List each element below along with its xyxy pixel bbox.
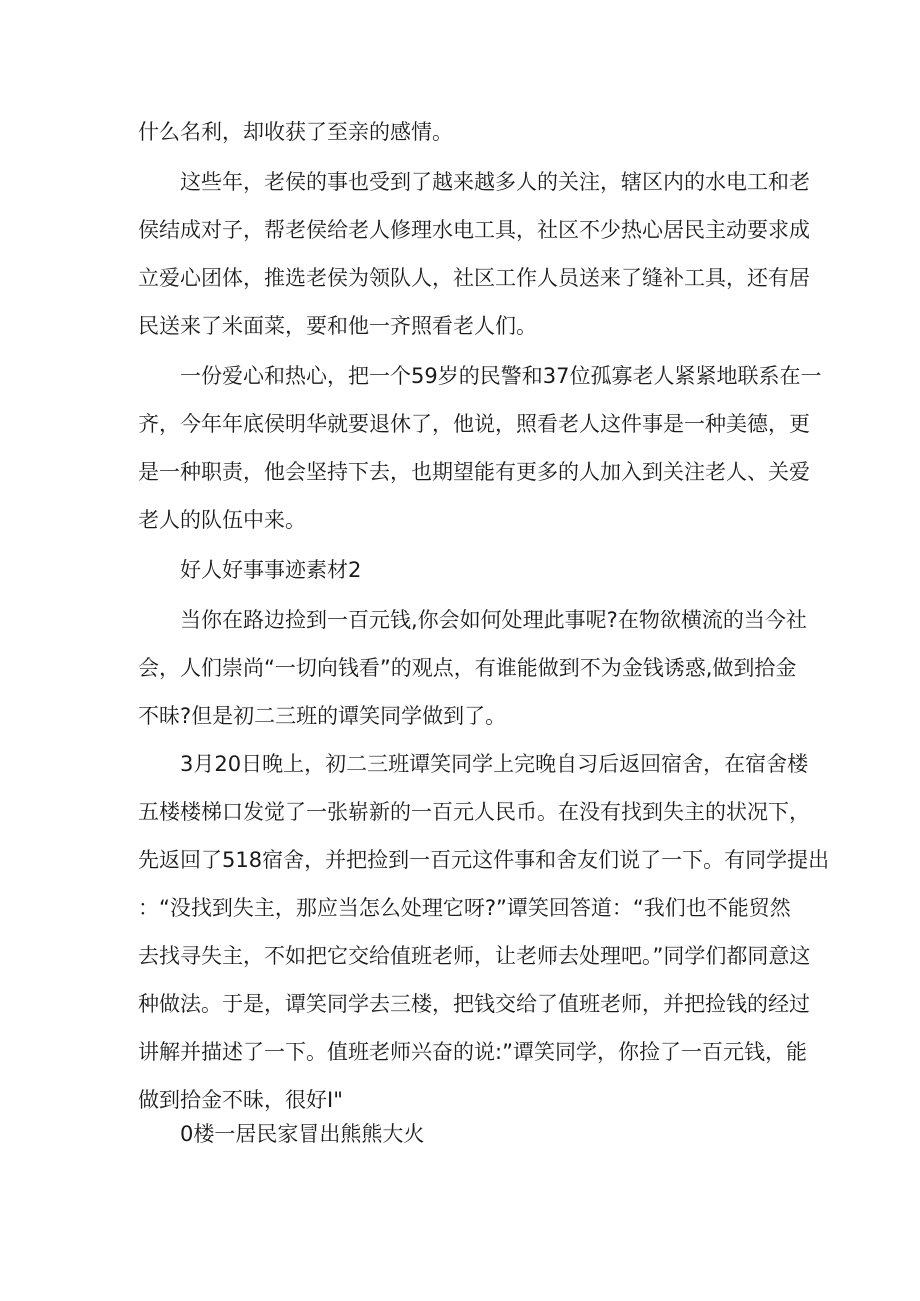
paragraph-continuation [138, 108, 788, 156]
text-line: 当你在路边捡到一百元钱,你会如何处理此事呢?在物欲横流的当今社 [180, 608, 807, 632]
text-line: 0楼一居民家冒出熊熊大火 [180, 1122, 425, 1146]
text-line: 民送来了米面菜，要和他一齐照看老人们。 [138, 314, 537, 338]
text-line: ：“没找到失主，那应当怎么处理它呀?”谭笑回答道：“我们也不能贸然 [138, 896, 791, 920]
paragraph-fire-heading [138, 1110, 788, 1158]
text-line: 老人的队伍中来。 [138, 508, 306, 532]
text-line: 会，人们崇尚“一切向钱看”的观点，有谁能做到不为金钱诱惑,做到拾金 [138, 656, 797, 680]
text-line: 立爱心团体，推选老侯为领队人，社区工作人员送来了缝补工具，还有居 [138, 266, 810, 290]
text-line: 先返回了518宿舍，并把捡到一百元这件事和舍友们说了一下。有同学提出 [138, 848, 830, 872]
text-line: 种做法。于是，谭笑同学去三楼，把钱交给了值班老师，并把捡钱的经过 [138, 992, 810, 1016]
text-line: 什么名利，却收获了至亲的感情。 [138, 120, 453, 144]
paragraph-found-money [138, 596, 807, 740]
text-line: 五楼楼梯口发觉了一张崭新的一百元人民币。在没有找到失主的状况下， [138, 800, 810, 824]
text-line: 做到拾金不昧，很好I" [138, 1088, 343, 1112]
text-line: 讲解并描述了一下。值班老师兴奋的说:”谭笑同学，你捡了一百元钱，能 [138, 1040, 807, 1064]
text-line: 一份爱心和热心，把一个59岁的民警和37位孤寡老人紧紧地联系在一 [180, 364, 822, 388]
text-line: 不昧?但是初二三班的谭笑同学做到了。 [138, 704, 507, 728]
text-line: 这些年，老侯的事也受到了越来越多人的关注，辖区内的水电工和老 [180, 170, 810, 194]
paragraph-story [138, 740, 830, 1124]
paragraph-love [138, 352, 822, 544]
text-line: 齐，今年年底侯明华就要退休了，他说，照看老人这件事是一种美德，更 [138, 412, 810, 436]
text-line: 3月20日晚上，初二三班谭笑同学上完晚自习后返回宿舍，在宿舍楼 [180, 752, 809, 776]
section-heading [138, 546, 788, 594]
text-line: 去找寻失主，不如把它交给值班老师，让老师去处理吧。”同学们都同意这 [138, 944, 811, 968]
heading-text: 好人好事事迹素材2 [180, 558, 362, 582]
paragraph-attention [138, 158, 810, 350]
text-line: 侯结成对子，帮老侯给老人修理水电工具，社区不少热心居民主动要求成 [138, 218, 810, 242]
text-line: 是一种职责，他会坚持下去，也期望能有更多的人加入到关注老人、关爱 [138, 460, 810, 484]
